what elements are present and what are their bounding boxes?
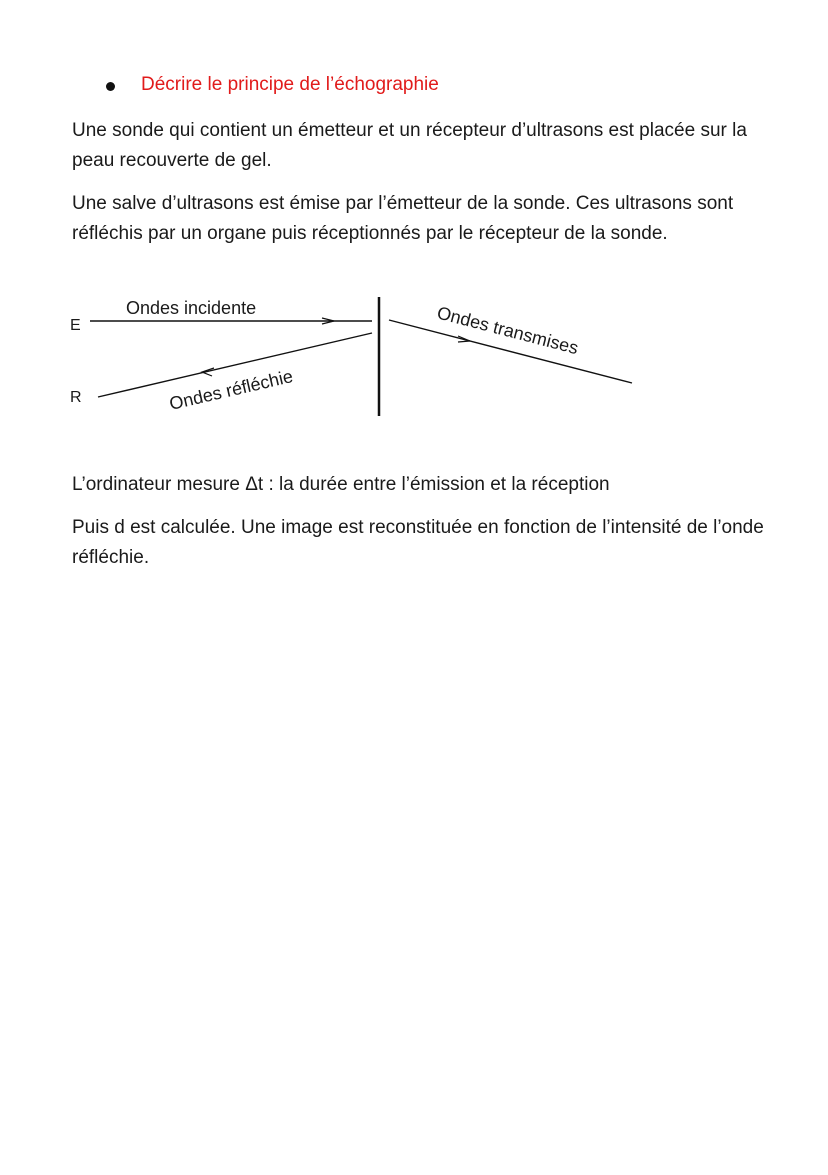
- incident-label: Ondes incidente: [126, 298, 257, 318]
- paragraph-image-reconstruction: Puis d est calculée. Une image est reconstituée en fonction de l’intensité de l’onde réfléchie.: [72, 517, 764, 568]
- echography-diagram: [0, 285, 828, 430]
- transmitted-label: Ondes transmises: [434, 302, 581, 359]
- bullet-dot-icon: [106, 82, 115, 91]
- heading-text: Décrire le principe de l’échographie: [141, 74, 439, 95]
- label-e: E: [70, 317, 81, 334]
- label-r: R: [70, 389, 82, 406]
- bullet-heading: [106, 74, 439, 96]
- paragraph-delta-t: L’ordinateur mesure Δt : la durée entre l’émission et la réception: [72, 474, 610, 495]
- reflected-label: Ondes réfléchie: [167, 366, 295, 414]
- paragraph-ultrasound-burst: Une salve d’ultrasons est émise par l’émetteur de la sonde. Ces ultrasons sont réfléchis par un organe puis réceptionnés par le récepteur de la sonde.: [72, 193, 734, 244]
- paragraph-probe: Une sonde qui contient un émetteur et un récepteur d’ultrasons est placée sur la peau recouverte de gel.: [72, 120, 747, 171]
